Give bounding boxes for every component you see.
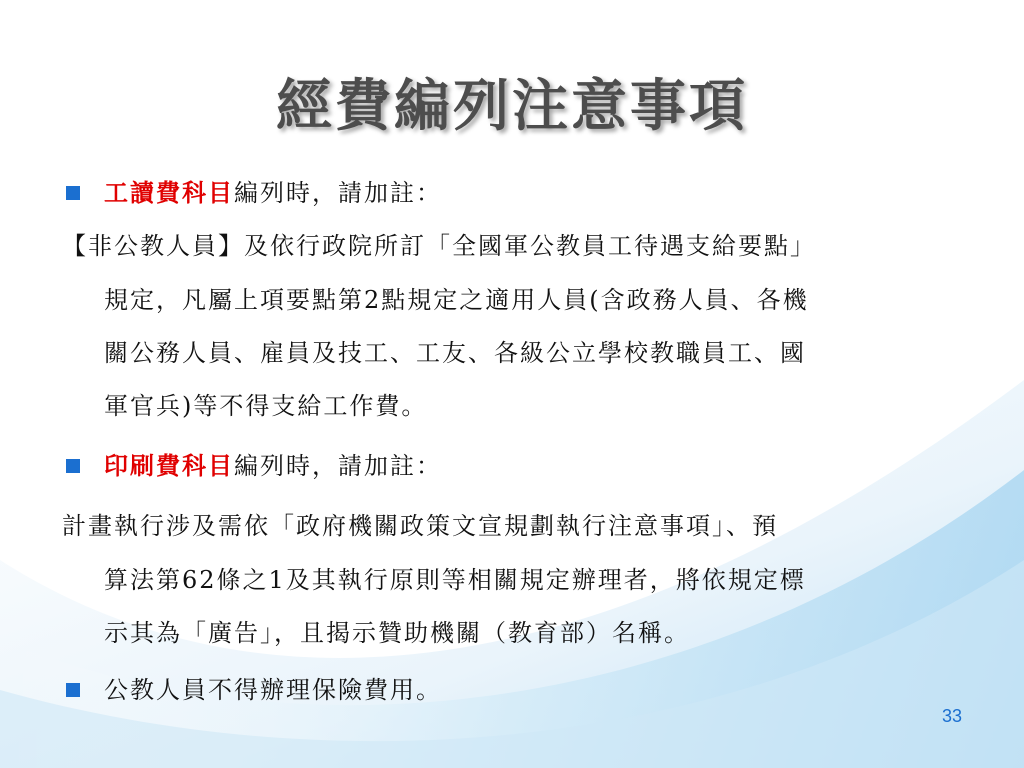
highlight-text: 工讀費科目 bbox=[104, 178, 234, 207]
paragraph-line: 軍官兵)等不得支給工作費。 bbox=[104, 392, 428, 420]
paragraph-line: 規定，凡屬上項要點第2點規定之適用人員(含政務人員、各機 bbox=[104, 286, 809, 314]
list-item-heading bbox=[104, 178, 442, 208]
list-item-heading: 公教人員不得辦理保險費用。 bbox=[104, 676, 442, 704]
list-item-heading bbox=[104, 451, 442, 481]
paragraph-line: 示其為「廣告」，且揭示贊助機關（教育部）名稱。 bbox=[104, 619, 690, 647]
item-text: 編列時，請加註： bbox=[234, 179, 442, 207]
bullet-square-icon bbox=[66, 683, 80, 697]
highlight-text: 印刷費科目 bbox=[104, 451, 234, 480]
page-number: 33 bbox=[941, 706, 962, 726]
bullet-square-icon bbox=[66, 459, 80, 473]
paragraph-line: 算法第62條之1及其執行原則等相關規定辦理者，將依規定標 bbox=[104, 566, 806, 594]
item-text: 編列時，請加註： bbox=[234, 452, 442, 480]
page-title: 經費編列注意事項 bbox=[276, 74, 748, 139]
paragraph-line: 關公務人員、雇員及技工、工友、各級公立學校教職員工、國 bbox=[104, 339, 806, 367]
bullet-square-icon bbox=[66, 186, 80, 200]
paragraph-line: 【非公教人員】及依行政院所訂「全國軍公教員工待遇支給要點」 bbox=[62, 232, 816, 260]
paragraph-line: 計畫執行涉及需依「政府機關政策文宣規劃執行注意事項」、預 bbox=[62, 512, 778, 540]
